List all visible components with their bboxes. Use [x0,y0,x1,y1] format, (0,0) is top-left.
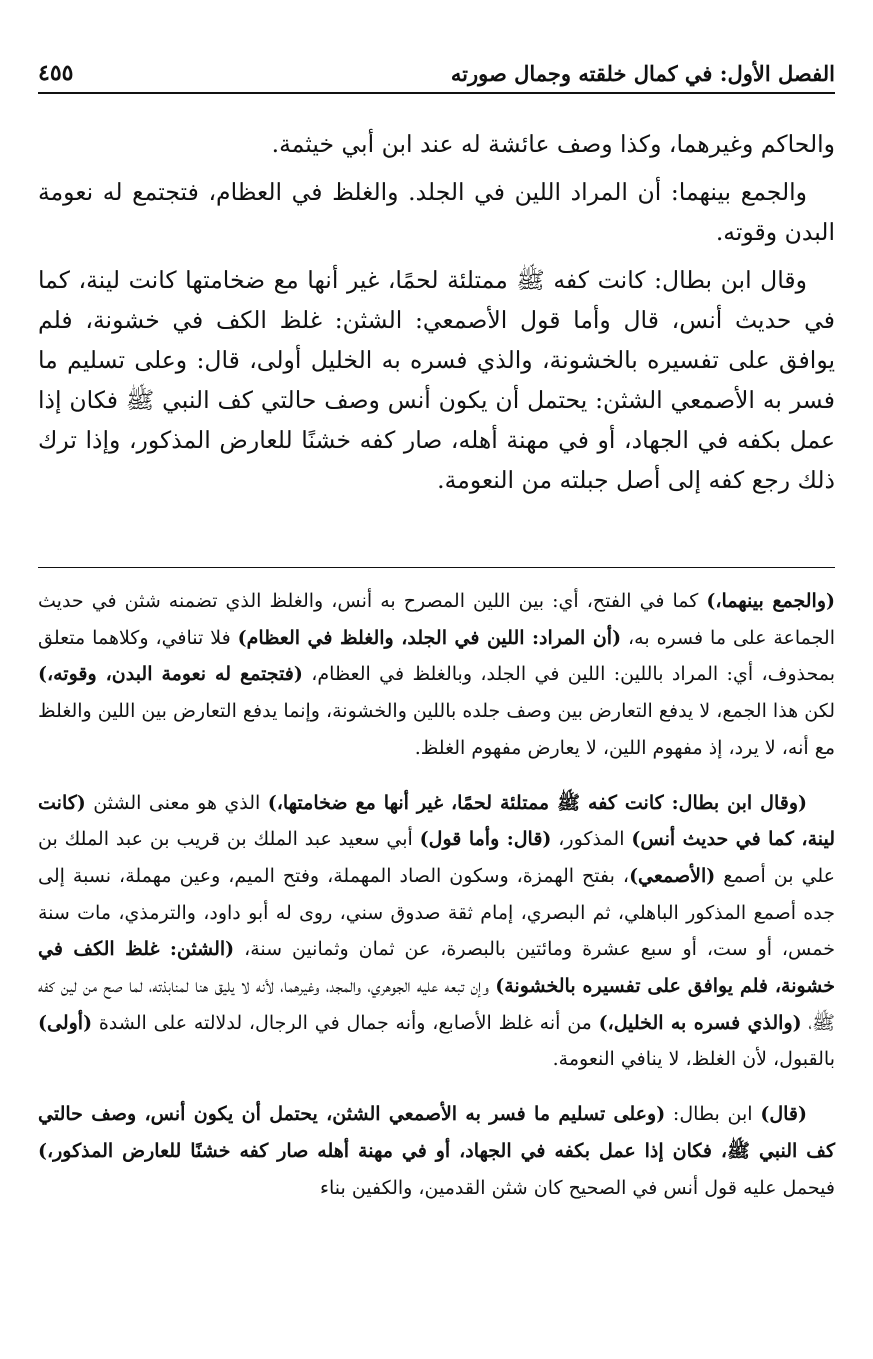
commentary-paragraph [38,1096,835,1206]
main-paragraph: وقال ابن بطال: كانت كفه ﷺ ممتلئة لحمًا، غير أنها مع ضخامتها كانت لينة، كما في حديث أنس، قال وأما قول الأصمعي: الشثن: غلظ الكف في خشونة، فلم يوافق على تفسيره بالخشونة، والذي فسره به الخليل أولى، قال: وعلى تسليم ما فسر به الأصمعي الشثن: يحتمل أن يكون أنس وصف حالتي كف النبي ﷺ فكان إذا عمل بكفه في الجهاد، أو في مهنة أهله، صار كفه خشنًا للعارض المذكور، وإذا ترك ذلك رجع كفه إلى أصل جبلته من النعومة. [38,266,835,494]
footnote-divider [38,567,835,568]
quoted-text: (الأصمعي) [629,864,716,887]
commentary-text: بالقبول، لأن الغلظ، لا ينافي النعومة. [552,1048,835,1071]
book-page [38,0,835,1359]
page-number: ٤٥٥ [38,60,74,86]
main-text [38,124,835,508]
quoted-text: (وقال ابن بطال: كانت كفه ﷺ ممتلئة لحمًا، غير أنها مع ضخامتها،) [267,791,807,814]
commentary-text: وإن تبعه عليه الجوهري، والمجد، وغيرهما، لأنه لا يليق هنا لمنابذته، لما صح من لين كفه ﷺ، [38,975,836,1034]
commentary-text: أبي سعيد عبد الملك بن قريب بن عبد الملك بن علي بن أصمع [38,828,835,887]
quoted-text: (أولى) [38,1011,93,1034]
commentary-paragraph [38,583,835,767]
quoted-text: (قال: وأما قول) [419,828,552,851]
main-paragraph: والجمع بينهما: أن المراد اللين في الجلد. والغلظ في العظام، فتجتمع له نعومة البدن وقوته. [38,178,835,246]
commentary-text: من أنه غلظ الأصابع، وأنه جمال في الرجال، لدلالته على الشدة [92,1011,599,1034]
quoted-text: (الشثن: غلظ الكف في خشونة، فلم يوافق على تفسيره بالخشونة) [38,938,835,998]
commentary-paragraph [38,785,835,1079]
commentary-text: ، بفتح الهمزة، وسكون الصاد المهملة، وفتح الميم، وعين مهملة، نسبة إلى جده أصمع المذكور الباهلي، ثم البصري، إمام ثقة صدوق سني، روى له أبو داود، والترمذي، مات سنة خمس، أو ست، أو سبع عشرة ومائتين بالبصرة، عن ثمان وثمانين سنة، [38,864,835,961]
commentary-text: لكن هذا الجمع، لا يدفع التعارض بين وصف جلده باللين والخشونة، وإنما يدفع التعارض بين اللين والغلظ مع أنه، لا يرد، إذ مفهوم اللين، لا يعارض مفهوم الغلظ. [38,700,835,759]
commentary-text: الذي هو معنى الشثن [85,791,268,814]
commentary [38,583,835,1224]
commentary-text: فيحمل عليه قول أنس في الصحيح كان شثن القدمين، والكفين بناء [320,1176,835,1199]
quoted-text: (وعلى تسليم ما فسر به الأصمعي الشثن، يحتمل أن يكون أنس، وصف حالتي كف النبي ﷺ، فكان إذا عمل بكفه في الجهاد، أو في مهنة أهله صار كفه خشنًا للعارض المذكور،) [38,1103,835,1162]
quoted-text: (فتجتمع له نعومة البدن، وقوته،) [38,663,303,686]
quoted-text: (أن المراد: اللين في الجلد، والغلظ في العظام) [237,626,622,649]
chapter-title: الفصل الأول: في كمال خلقته وجمال صورته [450,61,835,86]
quoted-text: (والذي فسره به الخليل،) [598,1011,802,1034]
commentary-text: فلا تنافي، وكلاهما متعلق بمحذوف، أي: المراد باللين: اللين في الجلد، وبالغلظ في العظام، [38,626,835,686]
running-header [38,46,835,94]
commentary-text: ابن بطال: [665,1103,761,1126]
quoted-text: (قال) [760,1103,807,1126]
quoted-text: (كانت لينة، كما في حديث أنس) [38,791,836,851]
quoted-text: (والجمع بينهما،) [706,590,836,612]
commentary-text: كما في الفتح، أي: بين اللين المصرح به أنس، والغلظ الذي تضمنه شثن في حديث الجماعة على ما فسره به، [38,590,835,649]
commentary-text: المذكور، [551,828,632,851]
main-paragraph: والحاكم وغيرهما، وكذا وصف عائشة له عند ابن أبي خيثمة. [271,130,835,158]
